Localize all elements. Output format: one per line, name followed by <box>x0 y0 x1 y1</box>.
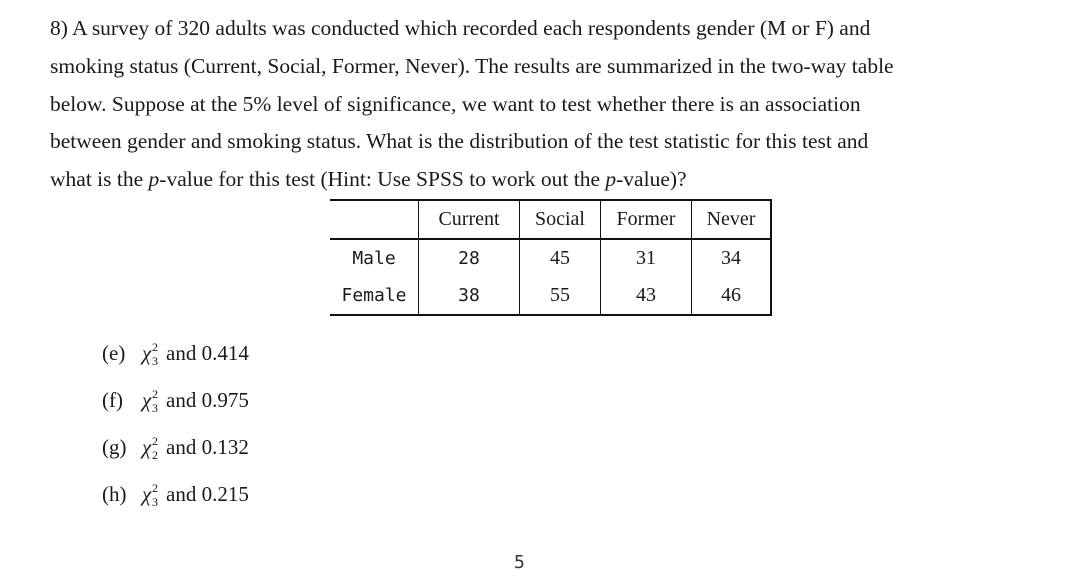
table-cell: 31 <box>601 239 692 277</box>
table-cell: 38 <box>419 277 520 315</box>
chi-square-symbol <box>142 479 166 509</box>
question-line-5-part-b: -value for this test (Hint: Use SPSS to work out the <box>159 167 606 192</box>
option-label: (h) <box>102 482 127 506</box>
chi-letter: χ <box>142 482 152 506</box>
question-line-5-part-c: -value)? <box>616 167 687 192</box>
chi-square-symbol <box>142 432 166 462</box>
chi-subscript: 3 <box>152 495 158 509</box>
option-f[interactable] <box>102 385 249 432</box>
row-header-male: Male <box>330 239 419 277</box>
option-text: and 0.975 <box>166 388 249 412</box>
chi-square-symbol <box>142 338 166 368</box>
option-label: (g) <box>102 435 127 459</box>
chi-superscript: 2 <box>152 340 158 354</box>
option-h[interactable] <box>102 479 249 526</box>
table-row-male <box>330 239 771 277</box>
option-g[interactable] <box>102 432 249 479</box>
option-text: and 0.215 <box>166 482 249 506</box>
column-header-former: Former <box>601 200 692 239</box>
chi-superscript: 2 <box>152 387 158 401</box>
answer-options <box>102 338 249 526</box>
row-header-female: Female <box>330 277 419 315</box>
p-variable: p <box>148 167 160 192</box>
page-number: 5 <box>514 552 525 573</box>
table-row-female <box>330 277 771 315</box>
table-header-row <box>330 200 771 239</box>
table-corner-cell <box>330 200 419 239</box>
p-variable: p <box>605 167 617 192</box>
table-cell: 43 <box>601 277 692 315</box>
chi-square-symbol <box>142 385 166 415</box>
table-cell: 45 <box>520 239 601 277</box>
chi-superscript: 2 <box>152 434 158 448</box>
option-label: (f) <box>102 388 123 412</box>
question-text <box>50 10 1050 199</box>
option-label: (e) <box>102 341 126 365</box>
question-line-1: 8) A survey of 320 adults was conducted which recorded each respondents gender (M or F) and <box>50 16 871 40</box>
column-header-current: Current <box>419 200 520 239</box>
question-line-3: below. Suppose at the 5% level of significance, we want to test whether there is an association <box>50 91 861 116</box>
chi-letter: χ <box>142 341 152 365</box>
chi-subscript: 3 <box>152 354 158 368</box>
two-way-table <box>330 199 772 316</box>
question-line-5-part-a: what is the <box>50 167 149 192</box>
table-cell: 34 <box>692 239 772 277</box>
question-line-5 <box>50 161 1050 199</box>
question-line-4: between gender and smoking status. What is the distribution of the test statistic for this test and <box>50 129 869 154</box>
table-cell: 55 <box>520 277 601 315</box>
chi-subscript: 3 <box>152 401 158 415</box>
chi-letter: χ <box>142 388 152 412</box>
question-line-2: smoking status (Current, Social, Former, Never). The results are summarized in the two-way table <box>50 53 894 78</box>
table-cell: 28 <box>419 239 520 277</box>
column-header-never: Never <box>692 200 772 239</box>
column-header-social: Social <box>520 200 601 239</box>
chi-letter: χ <box>142 435 152 459</box>
table-cell: 46 <box>692 277 772 315</box>
option-text: and 0.414 <box>166 341 249 365</box>
option-text: and 0.132 <box>166 435 249 459</box>
chi-subscript: 2 <box>152 448 158 462</box>
option-e[interactable] <box>102 338 249 385</box>
chi-superscript: 2 <box>152 481 158 495</box>
